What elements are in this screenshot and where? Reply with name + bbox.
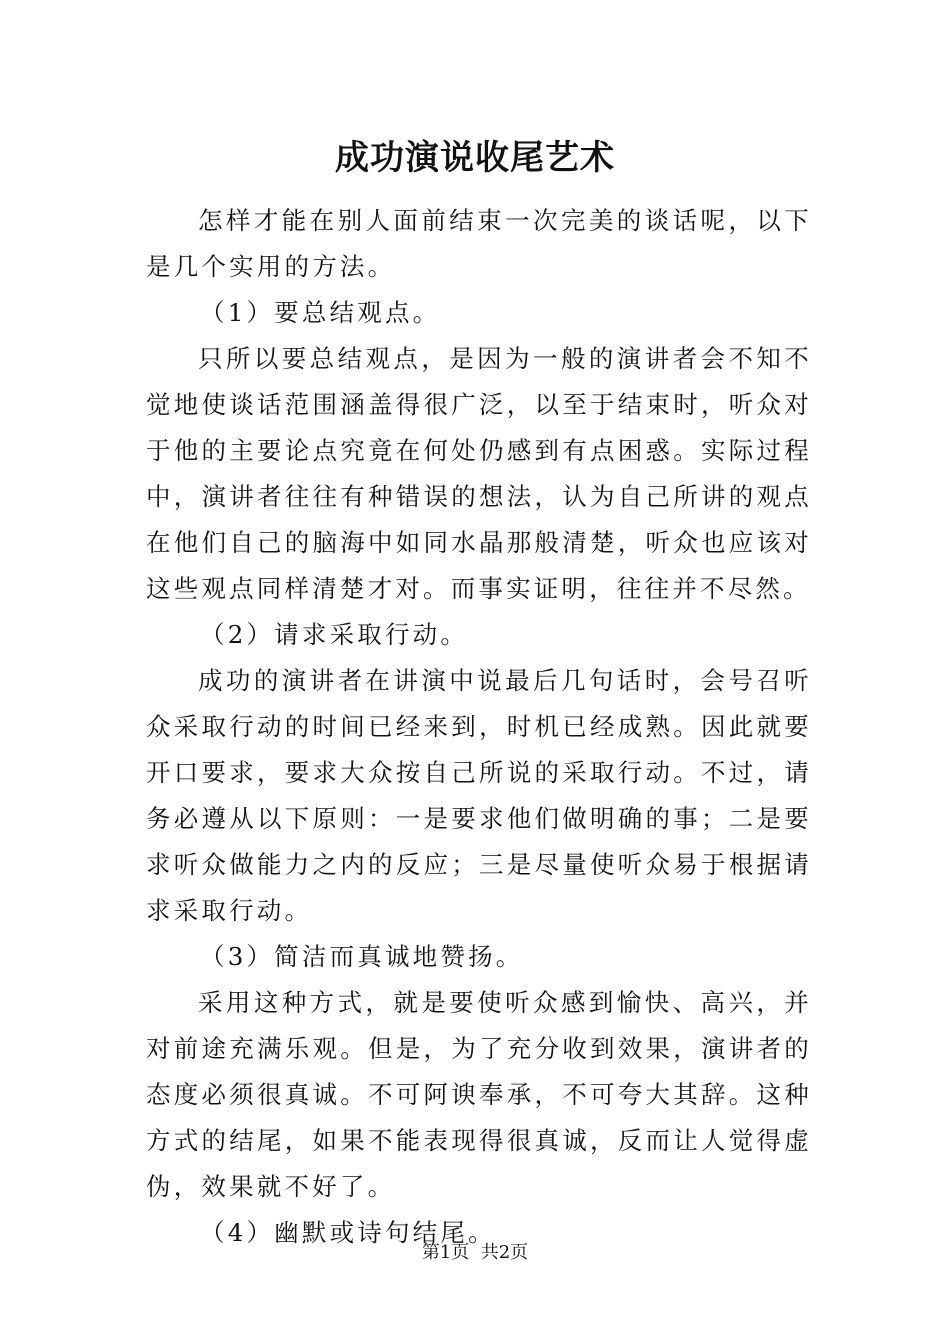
section-heading-2: （2）请求采取行动。 xyxy=(200,620,469,649)
paragraph-sincere-praise: 采用这种方式，就是要使听众感到愉快、高兴，并对前途充满乐观。但是，为了充分收到效果，演讲者的态度必须很真诚。不可阿谀奉承，不可夸大其辞。这种方式的结尾，如果不能表现得很真诚，反而让人觉得虚伪，效果就不好了。 xyxy=(146,988,812,1201)
paragraph-summarize-points: 只所以要总结观点，是因为一般的演讲者会不知不觉地使谈话范围涵盖得很广泛，以至于结束时，听众对于他的主要论点究竟在何处仍感到有点困惑。实际过程中，演讲者往往有种错误的想法，认为自己所讲的观点在他们自己的脑海中如同水晶那般清楚，听众也应该对这些观点同样清楚才对。而事实证明，往往并不尽然。 xyxy=(146,344,812,603)
page-number-label: 第1页 共2页 xyxy=(421,1242,529,1263)
section-heading-1: （1）要总结观点。 xyxy=(200,298,441,327)
document-title: 成功演说收尾艺术 xyxy=(335,138,615,178)
document-body xyxy=(146,198,812,1256)
section-heading-4: （4）幽默或诗句结尾。 xyxy=(200,1218,496,1247)
page-footer xyxy=(0,1239,950,1267)
paragraph-intro: 怎样才能在别人面前结束一次完美的谈话呢，以下是几个实用的方法。 xyxy=(146,206,812,281)
paragraph-call-to-action: 成功的演讲者在讲演中说最后几句话时，会号召听众采取行动的时间已经来到，时机已经成熟。因此就要开口要求，要求大众按自己所说的采取行动。不过，请务必遵从以下原则：一是要求他们做明确的事；二是要求听众做能力之内的反应；三是尽量使听众易于根据请求采取行动。 xyxy=(146,666,812,925)
section-heading-3: （3）简洁而真诚地赞扬。 xyxy=(200,942,524,971)
